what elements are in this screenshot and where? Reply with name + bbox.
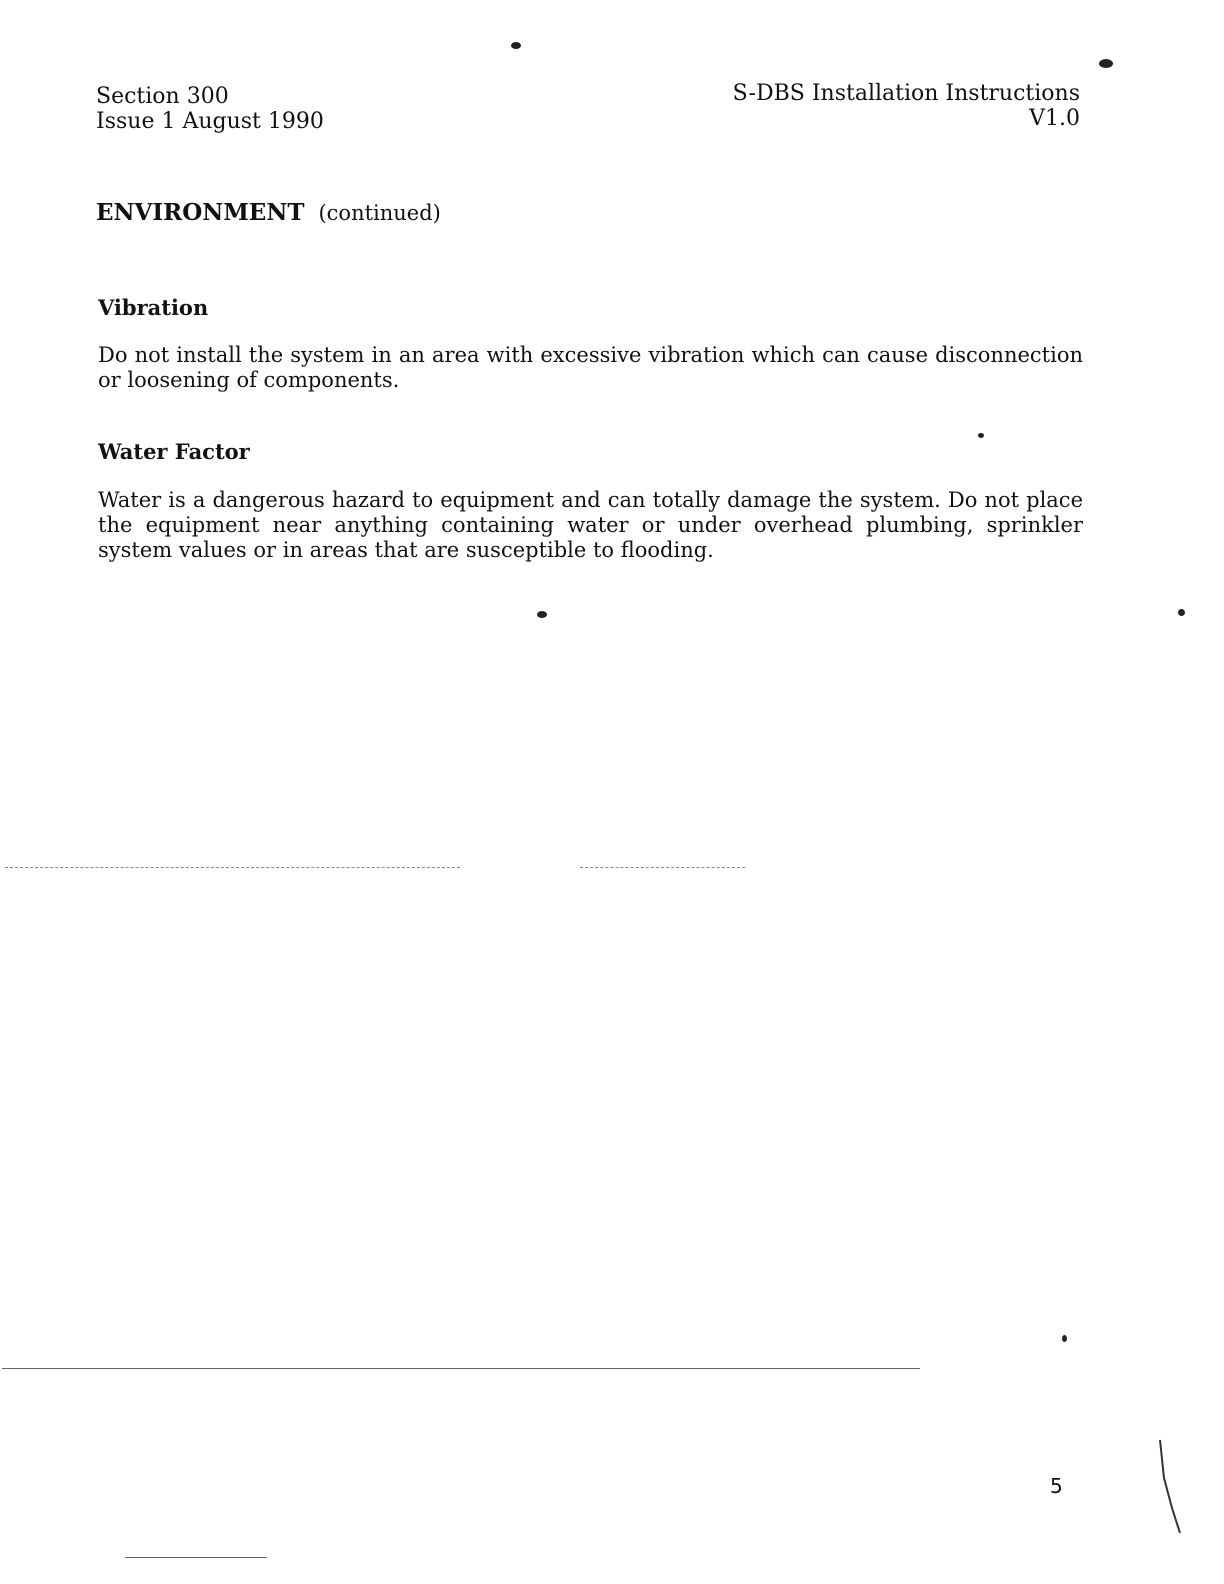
water-factor-heading: Water Factor — [98, 439, 250, 464]
section-title — [96, 199, 441, 226]
section-title-suffix: (continued) — [318, 201, 441, 225]
vibration-heading: Vibration — [98, 295, 209, 320]
section-label: Section 300 — [96, 84, 229, 109]
scan-speck — [1099, 59, 1113, 68]
header-right — [733, 81, 1080, 131]
page-number: 5 — [1050, 1474, 1063, 1498]
scan-speck — [1178, 609, 1185, 616]
water-factor-paragraph: Water is a dangerous hazard to equipment and can totally damage the system. Do not place the equipment near anything containing water or under overhead plumbing, sprinkler system values or in areas that are susceptible to flooding. — [98, 488, 1083, 562]
issue-date: Issue 1 August 1990 — [96, 109, 324, 134]
header-left — [96, 84, 324, 134]
scan-speck — [511, 42, 521, 49]
scan-rule-2 — [580, 867, 745, 868]
document-title: S-DBS Installation Instructions — [732, 81, 1080, 106]
scan-rule-4 — [125, 1557, 267, 1558]
scan-rule-1 — [5, 867, 460, 868]
vibration-paragraph: Do not install the system in an area with excessive vibration which can cause disconnection or loosening of components. — [98, 343, 1083, 392]
scan-speck — [1062, 1335, 1067, 1342]
scan-speck — [978, 433, 984, 438]
scan-speck — [537, 611, 547, 618]
document-version: V1.0 — [1029, 106, 1080, 131]
scan-edge-mark — [1150, 1438, 1190, 1538]
section-title-text: ENVIRONMENT — [96, 199, 305, 226]
scan-rule-3 — [2, 1368, 920, 1369]
